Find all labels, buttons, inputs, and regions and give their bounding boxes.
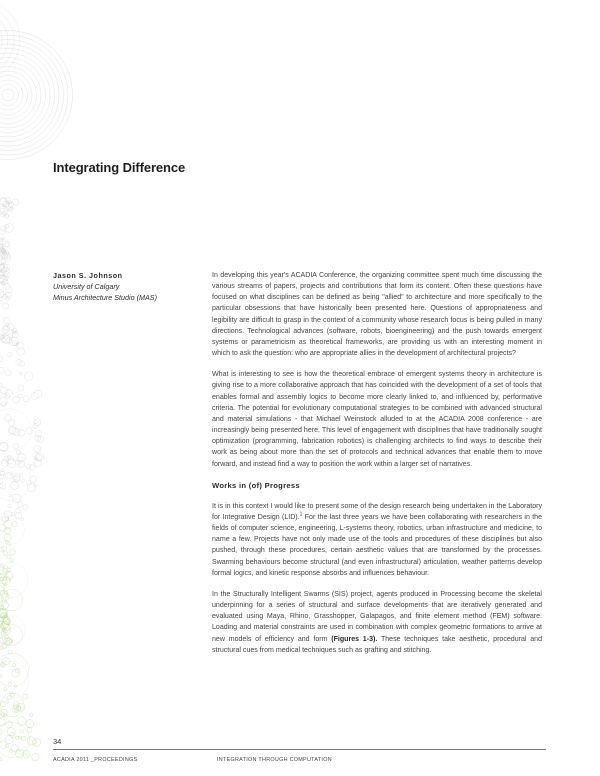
page-number: 34 [53,737,62,746]
figure-reference: (Figures 1-3). [331,635,378,643]
paragraph-4 [212,589,542,656]
paragraph-3-rest: For the last three years we have been collaborating with researchers in the fields of computer science, engineering, L-systems theory, robotics, urban infrastructure and medicine, to name a few. Projects have not only made use of the tools and procedures of these disciplines but also pushed, through these procedures, certain aesthetic values that are transformed by the processes. Swarming behaviours become structural (and even infrastructural) articulation, weather patterns develop formal logics, and kinetic response absorbs and influences behaviour. [212,513,542,577]
footnote-marker: 1 [299,511,303,518]
paragraph-4-rest: These techniques take aesthetic, procedural and structural cues from medical techniques such as grafting and stitching. [212,635,542,654]
section-heading: Works in (of) Progress [212,480,300,490]
author-institution: University of Calgary [53,282,120,291]
footer-left: ACADIA 2011 _PROCEEDINGS [53,757,138,763]
body-text [212,270,542,666]
paper-title: Integrating Difference [53,160,186,175]
footer-rule [53,749,546,750]
paragraph-3-text: It is in this context I would like to present some of the design research being undertaken in the Laboratory for Integrative Design (LID). [212,502,542,521]
author-studio: Minus Architecture Studio (MAS) [53,293,157,302]
author-name: Jason S. Johnson [53,271,123,280]
paragraph-4-text: In the Structurally Intelligent Swarms (SIS) project, agents produced in Processing become the skeletal underpinning for a series of structural and surface developments that are iteratively generated and evaluated using Maya, Rhino, Grasshopper, Galapagos, and finite element method (FEM) software. Loading and material constraints are used in combination with complex geometric formations to arrive at new models of efficiency and form [212,590,542,643]
paragraph-1: In developing this year's ACADIA Conference, the organizing committee spent much time discussing the various streams of papers, projects and contributions that form its content. Often these questions have focused on what disciplines can be defined as being "allied" to architecture and more specifically to the particular obsessions that have historically been presented here. Questions of appropriateness and legibility are difficult to grasp in the context of a community whose research focus is being pulled in many directions. Technological advances (software, robots, bioengineering) and the push towards emergent systems or parametricism as theoretical frameworks, are providing us with an interesting moment in which to ask the question: who are appropriate allies in the development of architectural projects? [212,272,542,358]
paragraph-2: What is interesting to see is how the theoretical embrace of emergent systems theory in architecture is giving rise to a more collaborative approach that has coincided with the development of a set of tools that enables formal and assembly logics to become more clearly linked to, and influenced by, performative criteria. The potential for evolutionary computational strategies to be combined with advanced structural and material simulations - that Michael Weinstock alluded to at the ACADIA 2008 conference - are increasingly being presented here. This level of engagement with disciplines that have traditionally sought optimization (programming, fabrication robotics) is challenging architects to find ways to describe their work as being about more than the set of protocols and technical advances that enable them to move forward, and instead find a way to position the work within a larger set of narratives. [212,371,542,468]
author-block [53,270,203,303]
footer-right: INTEGRATION THROUGH COMPUTATION [217,757,332,763]
paragraph-3 [212,501,542,579]
